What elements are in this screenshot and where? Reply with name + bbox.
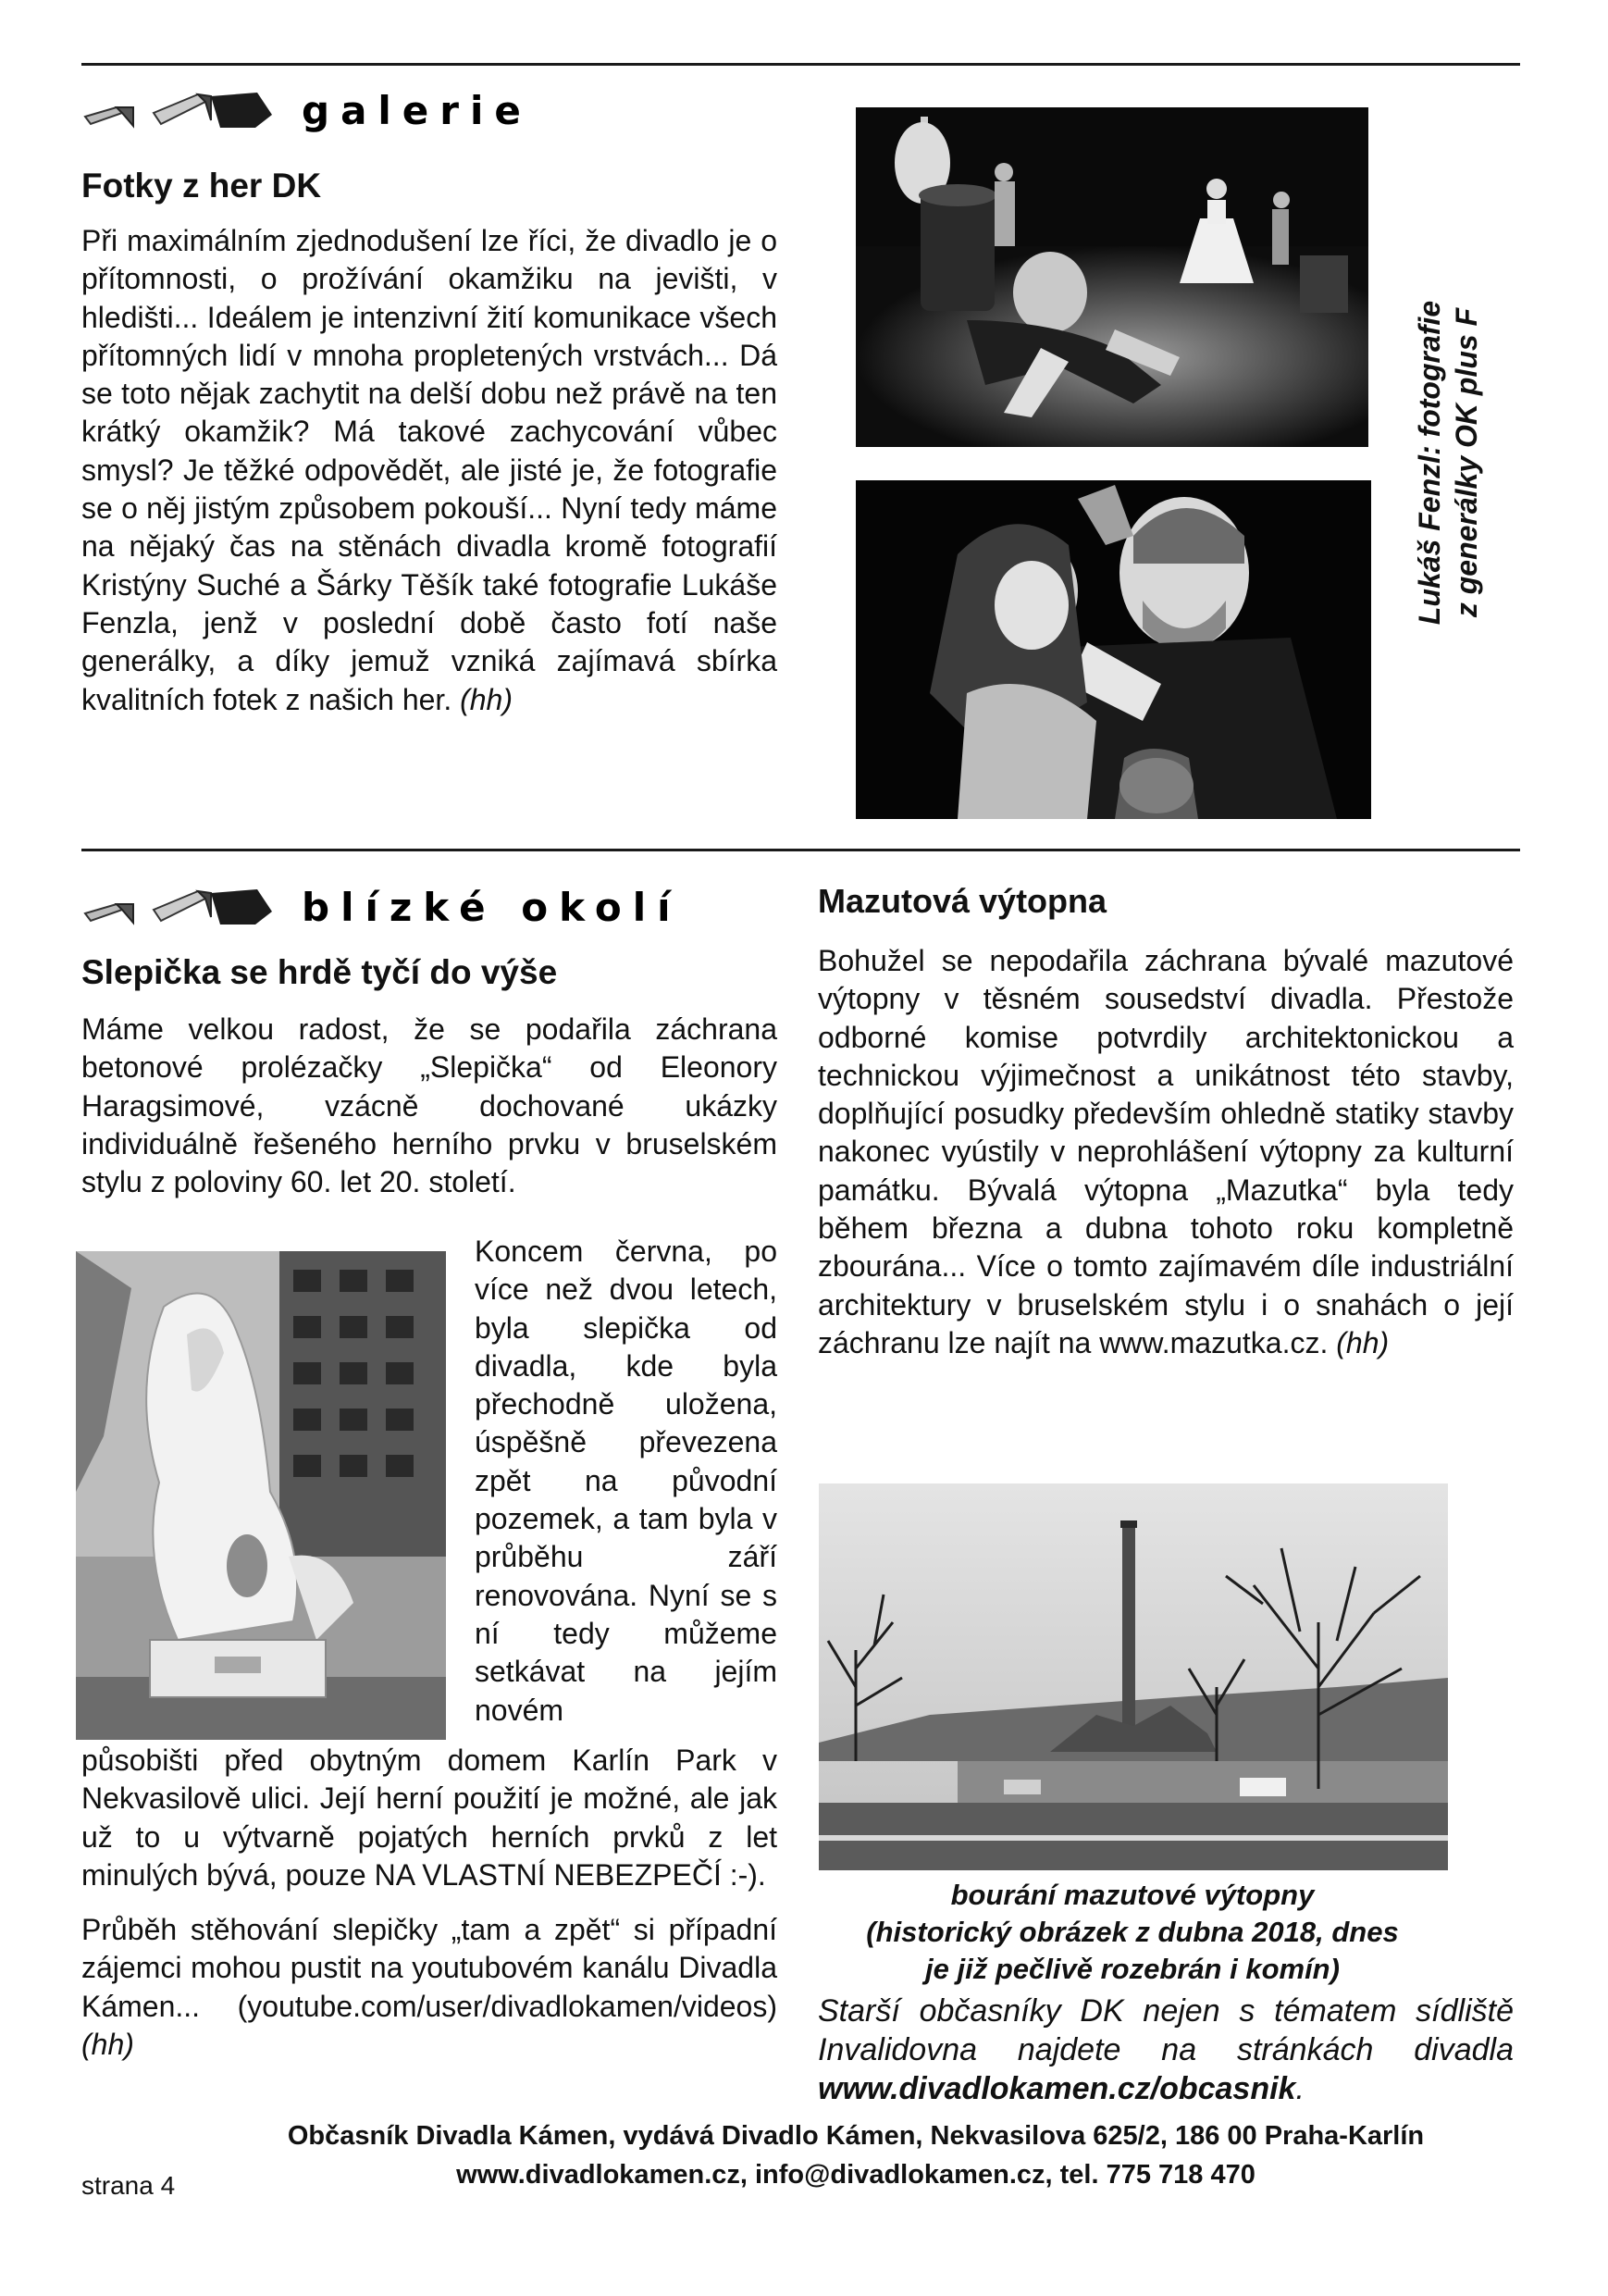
galerie-photo-caption (1411, 130, 1485, 796)
okoli-continue-paragraph: působišti před obytným domem Karlín Park v Nekvasilově ulici. Její herní použití je možné, ale jak už to u výtvarně pojatých herních prvků z let minulých bývá, pouze NA VLASTNÍ NEBEZPEČÍ :-). (81, 1744, 777, 1892)
mazut-body: Bohužel se nepodařila záchrana bývalé mazutové výtopny v těsném sousedství divadla. Přestože odborné komise potvrdily architektonickou a technickou výjimečnost a unikátnost této stavby, doplňující posudky především ohledně statiky stavby nakonec vyústily v neprohlášení výtopny za kulturní památku. Bývalá výtopna „Mazutka“ byla tedy během března a dubna tohoto roku kompletně zbourána... Více o tomto zajímavém díle industriální architektury v bruselském stylu i o snahách o její záchranu lze najít na www.mazutka.cz. (818, 944, 1514, 1359)
galerie-paragraph (81, 222, 777, 719)
middle-rule (81, 849, 1520, 851)
galerie-photo-caption-line2: z generálky OK plus F (1450, 307, 1483, 618)
galerie-section-header (81, 87, 532, 133)
galerie-section-title: galerie (302, 87, 532, 133)
top-rule (81, 63, 1520, 66)
mazut-signature: (hh) (1336, 1325, 1390, 1359)
galerie-article (81, 222, 777, 719)
mazut-caption-line1: bourání mazutové výtopny (950, 1879, 1315, 1911)
galerie-headline: Fotky z her DK (81, 167, 322, 205)
galerie-signature: (hh) (460, 682, 513, 716)
mazut-caption-line2: (historický obrázek z dubna 2018, dnes (866, 1916, 1399, 1948)
okoli-section-title: blízké okolí (302, 884, 682, 930)
okoli-section-header (81, 884, 682, 930)
section-logo-icon (81, 884, 276, 930)
theatre-photo-stage (856, 107, 1368, 447)
archive-note (818, 1992, 1514, 2108)
okoli-intro: Máme velkou radost, že se podařila záchrana betonové prolézačky „Slepička“ od Eleonory Haragsimové, vzácně dochované ukázky individuálně řešeného herního prvku v bruselském stylu z poloviny 60. let 20. století. (81, 1012, 777, 1199)
archive-note-end: . (1295, 2071, 1305, 2106)
okoli-continue (81, 1742, 777, 2064)
footer-publisher: Občasník Divadla Kámen, vydává Divadlo Kámen, Nekvasilova 625/2, 186 00 Praha-Karlín (287, 2121, 1425, 2151)
okoli-headline: Slepička se hrdě tyčí do výše (81, 953, 558, 991)
theatre-photo-couple (856, 480, 1371, 819)
mazutka-demolition-photo (819, 1483, 1448, 1870)
archive-note-text: Starší občasníky DK nejen s tématem sídliště Invalidovna najdete na stránkách divadla (818, 1993, 1514, 2067)
archive-note-link[interactable]: www.divadlokamen.cz/obcasnik (818, 2071, 1296, 2106)
galerie-photo-caption-line1: Lukáš Fenzl: fotografie (1413, 300, 1446, 626)
mazut-caption-line3: je již pečlivě rozebrán i komín) (925, 1953, 1340, 1985)
section-logo-icon (81, 87, 276, 133)
mazut-headline: Mazutová výtopna (818, 882, 1107, 920)
okoli-signature: (hh) (81, 2028, 134, 2062)
galerie-body: Při maximálním zjednodušení lze říci, že divadlo je o přítomnosti, o prožívání okamžiku na jevišti, v hledišti... Ideálem je intenzivní žití komunikace všech přítomných lidí v mnoha propletených vrstvách... Dá se toto nějak zachytit na delší dobu než právě na ten krátký okamžik? Má takové zachycování vůbec smysl? Je těžké odpovědět, ale jisté je, že fotografie se o něj jistým způsobem pokouší... Nyní tedy máme na nějaký čas na stěnách divadla kromě fotografií Kristýny Suché a Šárky Těšík také fotografie Lukáše Fenzla, jenž v poslední době často fotí naše generálky, a díky jemuž vzniká zajímavá sbírka kvalitních fotek z našich her. (81, 224, 777, 716)
mazut-article (818, 942, 1514, 1362)
page-number: strana 4 (81, 2171, 176, 2200)
okoli-youtube-text: Průběh stěhování slepičky „tam a zpět“ si případní zájemci mohou pustit na youtubovém kanálu Divadla Kámen... (youtube.com/user/divadlokamen/videos) (81, 1913, 777, 2023)
mazut-photo-caption (818, 1877, 1447, 1988)
okoli-side-text: Koncem června, po více než dvou letech, byla slepička od divadla, kde byla přechodně uložena, úspěšně převezena zpět na původní pozemek, a tam byla v průběhu září renovována. Nyní se s ní tedy můžeme setkávat na jejím novém (475, 1235, 777, 1727)
slepicka-sculpture-photo (76, 1251, 446, 1740)
footer-contact: www.divadlokamen.cz, info@divadlokamen.cz, tel. 775 718 470 (456, 2160, 1255, 2190)
okoli-youtube-paragraph (81, 1911, 777, 2064)
mazut-paragraph (818, 942, 1514, 1362)
